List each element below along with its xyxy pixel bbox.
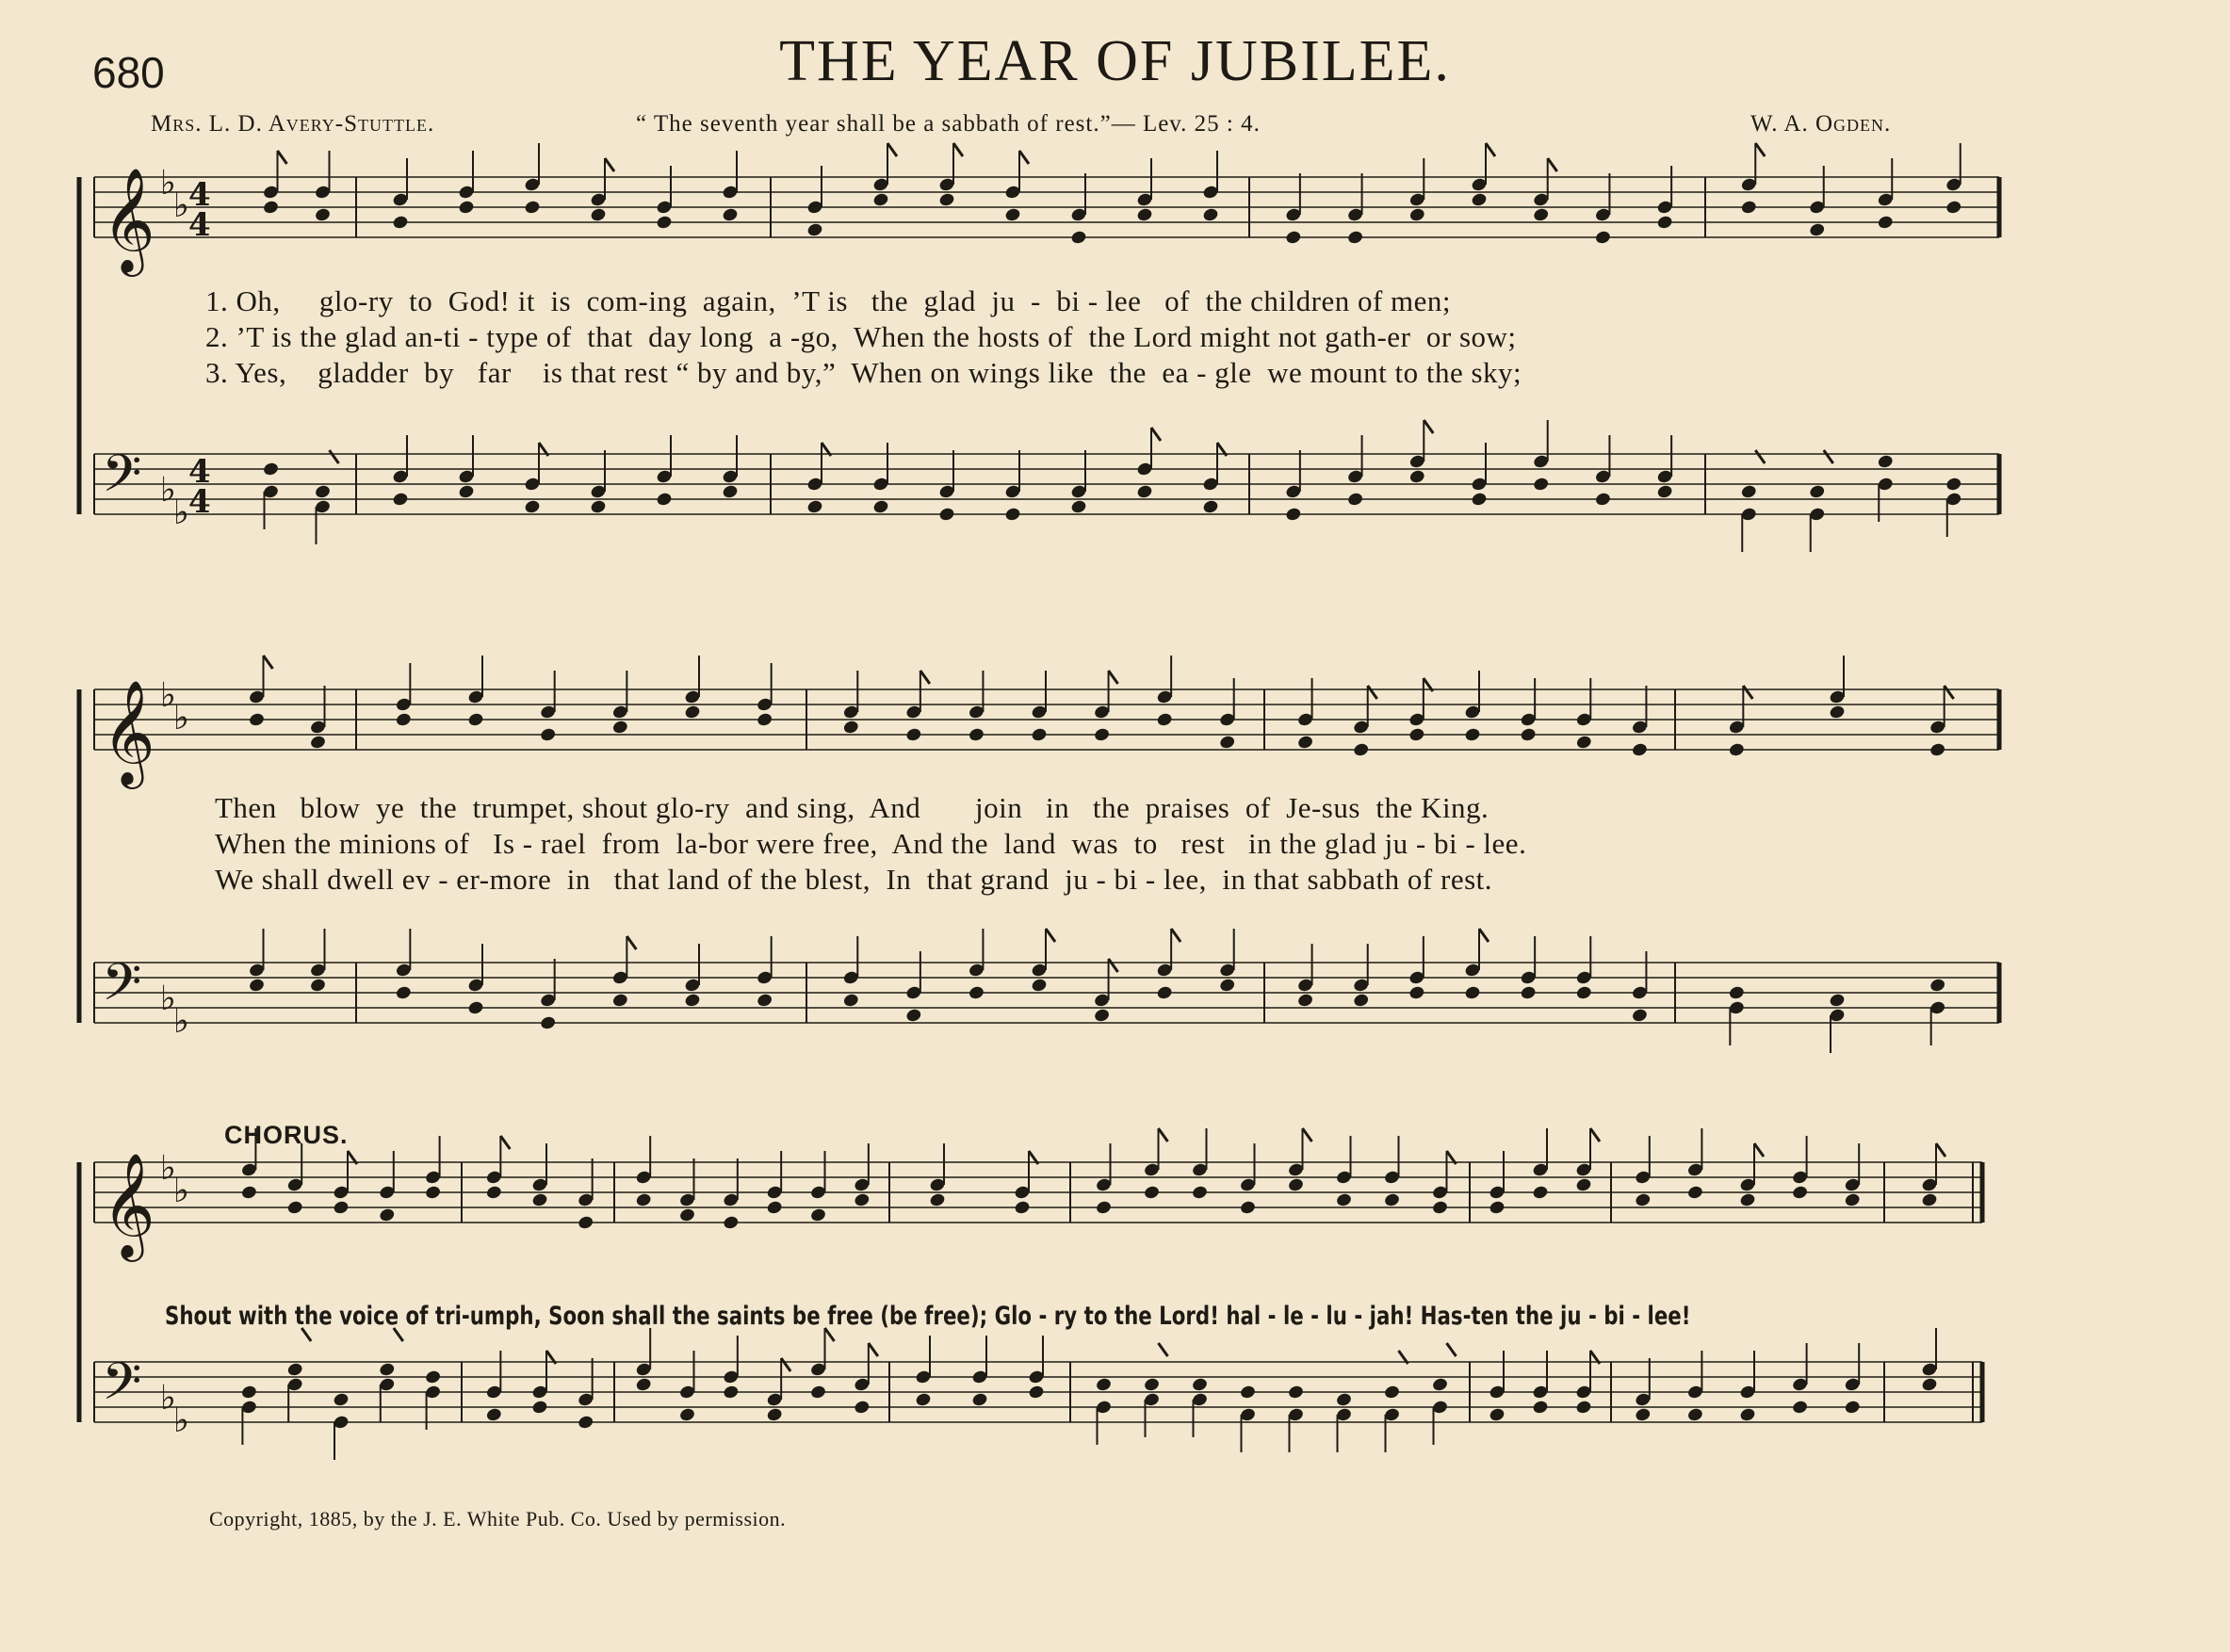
note-head	[1520, 727, 1537, 742]
note-head	[1532, 1185, 1549, 1200]
note-flag	[1743, 686, 1752, 699]
note-head	[1739, 1192, 1756, 1207]
note-head	[1219, 978, 1236, 993]
note-flag	[1109, 671, 1118, 684]
note-head	[248, 978, 265, 993]
verse-1-line-1: 1. Oh, glo-ry to God! it is com-ing again, ’T is the glad ju - bi - lee of the children of men;	[205, 284, 1452, 317]
note-head	[1431, 1377, 1448, 1392]
note-head	[1070, 499, 1087, 514]
note-flag	[278, 151, 287, 164]
note-head	[1792, 1400, 1809, 1415]
treble-clef-icon: 𝄞	[102, 679, 155, 785]
note-head	[809, 1385, 826, 1400]
note-head	[656, 492, 673, 507]
note-head	[1464, 727, 1481, 742]
note-head	[1136, 207, 1153, 222]
note-head	[1829, 993, 1846, 1008]
verse-1-line-2: Then blow ye the trumpet, shout glo-ry and sing, And join in the praises of Je-sus the King.	[215, 791, 1489, 824]
note-head	[611, 720, 628, 735]
note-head	[1686, 1407, 1703, 1422]
note-head	[929, 1192, 946, 1207]
note-head	[806, 222, 823, 237]
note-head	[1877, 215, 1894, 230]
flat-icon: ♭	[173, 494, 189, 532]
note-head	[1191, 1377, 1208, 1392]
note-head	[1383, 1385, 1400, 1400]
note-head	[1945, 477, 1962, 492]
note-head	[540, 1015, 557, 1030]
note-head	[1296, 993, 1313, 1008]
note-head	[1353, 742, 1370, 757]
note-head	[1740, 484, 1757, 499]
note-head	[540, 727, 557, 742]
verse-3-line-2: We shall dwell ev - er-more in that land of the blest, In that grand ju - bi - lee, in that sabbath of rest.	[215, 863, 1493, 896]
note-head	[1156, 985, 1173, 1000]
note-head	[1656, 215, 1673, 230]
note-head	[1239, 1385, 1256, 1400]
note-head	[1594, 230, 1611, 245]
note-head	[1635, 1407, 1652, 1422]
note-head	[1594, 492, 1611, 507]
note-head	[240, 1185, 257, 1200]
note-head	[240, 1385, 257, 1400]
time-signature-bottom: 4	[188, 206, 211, 244]
note-flag	[264, 656, 273, 669]
note-head	[684, 993, 701, 1008]
note-flag	[1159, 1343, 1168, 1356]
note-head	[392, 215, 409, 230]
note-flag	[1945, 686, 1954, 699]
note-head	[1829, 705, 1846, 720]
flat-icon: ♭	[173, 1002, 189, 1041]
note-head	[1014, 1200, 1031, 1215]
note-flag	[1548, 158, 1557, 171]
note-head	[1921, 1192, 1938, 1207]
note-head	[1575, 1400, 1592, 1415]
note-head	[1028, 1385, 1045, 1400]
scripture-reference: “ The seventh year shall be a sabbath of rest.”— Lev. 25 : 4.	[636, 111, 1261, 137]
note-head	[723, 1385, 740, 1400]
note-head	[1202, 499, 1219, 514]
note-head	[458, 484, 475, 499]
note-head	[1031, 978, 1048, 993]
note-head	[806, 499, 823, 514]
note-head	[968, 727, 985, 742]
bass-clef-icon: 𝄢	[102, 444, 142, 516]
note-head	[1285, 507, 1302, 522]
note-head	[395, 985, 412, 1000]
note-flag	[1303, 1128, 1312, 1142]
note-head	[1464, 985, 1481, 1000]
time-signature-top: 4	[188, 176, 211, 214]
note-head	[1408, 207, 1425, 222]
note-flag	[627, 936, 636, 949]
note-head	[1219, 735, 1236, 750]
note-head	[590, 499, 607, 514]
note-head	[1740, 200, 1757, 215]
flat-icon: ♭	[160, 471, 176, 510]
note-head	[854, 1400, 871, 1415]
hymn-title: THE YEAR OF JUBILEE.	[779, 29, 1451, 93]
time-signature-top: 4	[188, 453, 211, 491]
note-head	[524, 499, 541, 514]
note-flag	[1754, 1143, 1764, 1157]
note-flag	[1019, 151, 1029, 164]
note-head	[314, 484, 331, 499]
time-signature-bottom: 4	[188, 483, 211, 521]
note-head	[1921, 1377, 1938, 1392]
note-head	[872, 192, 889, 207]
note-flag	[1109, 959, 1118, 972]
note-head	[286, 1200, 303, 1215]
note-head	[1533, 207, 1550, 222]
note-head	[938, 507, 955, 522]
note-head	[1635, 1192, 1652, 1207]
note-flag	[869, 1343, 878, 1356]
flat-icon: ♭	[173, 1172, 189, 1210]
note-head	[379, 1207, 396, 1223]
note-head	[333, 1200, 350, 1215]
note-head	[635, 1192, 652, 1207]
note-head	[248, 712, 265, 727]
note-flag	[1755, 450, 1765, 463]
note-head	[1004, 507, 1021, 522]
note-flag	[1486, 143, 1495, 156]
note-head	[1533, 477, 1550, 492]
note-flag	[1171, 929, 1180, 942]
note-head	[1156, 712, 1173, 727]
note-head	[392, 492, 409, 507]
note-head	[1335, 1392, 1352, 1407]
note-flag	[953, 143, 963, 156]
note-head	[678, 1207, 695, 1223]
note-flag	[1824, 450, 1833, 463]
note-head	[1004, 207, 1021, 222]
copyright-notice: Copyright, 1885, by the J. E. White Pub. Co. Used by permission.	[209, 1507, 787, 1531]
flat-icon: ♭	[173, 1401, 189, 1440]
note-head	[971, 1392, 988, 1407]
note-head	[524, 200, 541, 215]
note-head	[1809, 222, 1826, 237]
note-head	[938, 192, 955, 207]
note-flag	[1755, 143, 1765, 156]
note-head	[578, 1215, 594, 1230]
note-head	[1287, 1177, 1304, 1192]
note-flag	[920, 671, 930, 684]
note-head	[425, 1185, 442, 1200]
note-head	[467, 1000, 484, 1015]
note-head	[1471, 192, 1488, 207]
note-head	[1136, 484, 1153, 499]
note-flag	[1159, 1128, 1168, 1142]
flat-icon: ♭	[173, 699, 189, 737]
note-flag	[1046, 929, 1055, 942]
note-head	[1739, 1407, 1756, 1422]
note-head	[458, 200, 475, 215]
note-flag	[1424, 420, 1433, 433]
note-head	[1728, 985, 1745, 1000]
chorus-label: CHORUS.	[224, 1121, 349, 1149]
note-head	[1471, 492, 1488, 507]
note-head	[1346, 230, 1363, 245]
note-head	[1489, 1200, 1506, 1215]
note-head	[1191, 1185, 1208, 1200]
note-head	[309, 978, 326, 993]
treble-clef-icon: 𝄞	[102, 1152, 155, 1257]
note-head	[968, 985, 985, 1000]
note-head	[915, 1392, 932, 1407]
note-head	[425, 1369, 442, 1385]
note-flag	[781, 1358, 790, 1371]
flat-icon: ♭	[160, 1379, 176, 1417]
note-head	[1945, 200, 1962, 215]
note-flag	[1479, 929, 1489, 942]
note-head	[678, 1407, 695, 1422]
note-head	[1202, 207, 1219, 222]
note-head	[1520, 985, 1537, 1000]
note-head	[854, 1192, 871, 1207]
note-head	[842, 720, 859, 735]
note-head	[1792, 1185, 1809, 1200]
note-head	[635, 1377, 652, 1392]
note-head	[578, 1415, 594, 1430]
flat-icon: ♭	[160, 676, 176, 715]
note-head	[722, 207, 739, 222]
note-head	[905, 727, 922, 742]
note-head	[309, 735, 326, 750]
flat-icon: ♭	[160, 980, 176, 1018]
note-head	[1285, 230, 1302, 245]
note-head	[684, 705, 701, 720]
note-head	[1877, 454, 1894, 469]
note-head	[1575, 735, 1592, 750]
note-head	[1431, 1200, 1448, 1215]
flat-icon: ♭	[160, 1149, 176, 1188]
note-head	[590, 207, 607, 222]
note-head	[1532, 1400, 1549, 1415]
note-head	[611, 993, 628, 1008]
note-head	[1656, 484, 1673, 499]
note-head	[531, 1400, 548, 1415]
bass-clef-icon: 𝄢	[102, 1352, 142, 1424]
note-head	[1631, 742, 1648, 757]
note-flag	[1151, 428, 1161, 441]
note-head	[379, 1362, 396, 1377]
note-head	[872, 499, 889, 514]
note-head	[1383, 1192, 1400, 1207]
note-head	[1070, 230, 1087, 245]
page-number: 680	[92, 48, 165, 97]
note-head	[722, 484, 739, 499]
chorus-lyrics: Shout with the voice of tri-umph, Soon shall the saints be free (be free); Glo - ry to the Lord! hal - le - lu - jah! Has-ten the ju - bi - lee!	[165, 1302, 1691, 1331]
note-flag	[887, 143, 897, 156]
note-flag	[330, 450, 339, 463]
verse-2-line-2: When the minions of Is - rael from la-bor were free, And the land was to rest in the glad ju - bi - lee.	[215, 827, 1527, 860]
note-head	[766, 1407, 783, 1422]
note-head	[1143, 1377, 1160, 1392]
note-head	[656, 215, 673, 230]
note-flag	[1368, 686, 1377, 699]
note-head	[286, 1362, 303, 1377]
note-head	[314, 207, 331, 222]
note-head	[1686, 1185, 1703, 1200]
note-head	[1353, 993, 1370, 1008]
note-head	[1844, 1400, 1861, 1415]
note-head	[757, 993, 773, 1008]
note-head	[1093, 727, 1110, 742]
note-head	[766, 1200, 783, 1215]
note-head	[395, 712, 412, 727]
note-head	[1346, 492, 1363, 507]
note-head	[1143, 1185, 1160, 1200]
note-head	[1335, 1192, 1352, 1207]
note-head	[1031, 727, 1048, 742]
note-head	[1929, 742, 1946, 757]
flat-icon: ♭	[173, 186, 189, 225]
flat-icon: ♭	[160, 164, 176, 202]
note-head	[485, 1407, 502, 1422]
author-credit: Mrs. L. D. Avery-Stuttle.	[151, 111, 435, 137]
note-head	[485, 1185, 502, 1200]
note-head	[723, 1215, 740, 1230]
note-head	[333, 1392, 350, 1407]
note-head	[1631, 1008, 1648, 1023]
note-head	[1296, 735, 1313, 750]
note-flag	[1936, 1143, 1945, 1157]
note-head	[1408, 727, 1425, 742]
note-head	[842, 993, 859, 1008]
note-flag	[1447, 1343, 1457, 1356]
note-head	[1489, 1407, 1506, 1422]
note-head	[1929, 978, 1946, 993]
note-head	[1575, 985, 1592, 1000]
note-head	[809, 1207, 826, 1223]
verse-3-line-1: 3. Yes, gladder by far is that rest “ by and by,” When on wings like the ea - gle we mount to the sky;	[205, 356, 1522, 389]
note-head	[1408, 985, 1425, 1000]
note-head	[905, 1008, 922, 1023]
note-head	[1095, 1377, 1112, 1392]
note-head	[1809, 484, 1826, 499]
composer-credit: W. A. Ogden.	[1750, 111, 1892, 137]
bass-clef-icon: 𝄢	[102, 952, 142, 1025]
note-head	[531, 1192, 548, 1207]
note-flag	[1590, 1128, 1600, 1142]
treble-clef-icon: 𝄞	[102, 167, 155, 272]
note-head	[1575, 1177, 1592, 1192]
note-head	[1287, 1385, 1304, 1400]
verse-2-line-1: 2. ’T is the glad an-ti - type of that day long a -go, When the hosts of the Lord might not gath-er or sow;	[205, 320, 1517, 353]
note-head	[1844, 1192, 1861, 1207]
note-flag	[500, 1136, 510, 1149]
note-head	[262, 462, 279, 477]
note-head	[1093, 1008, 1110, 1023]
note-head	[1239, 1200, 1256, 1215]
note-head	[262, 200, 279, 215]
note-head	[1408, 469, 1425, 484]
note-flag	[605, 158, 614, 171]
note-head	[1095, 1200, 1112, 1215]
note-head	[1728, 742, 1745, 757]
note-head	[467, 712, 484, 727]
note-head	[757, 712, 773, 727]
